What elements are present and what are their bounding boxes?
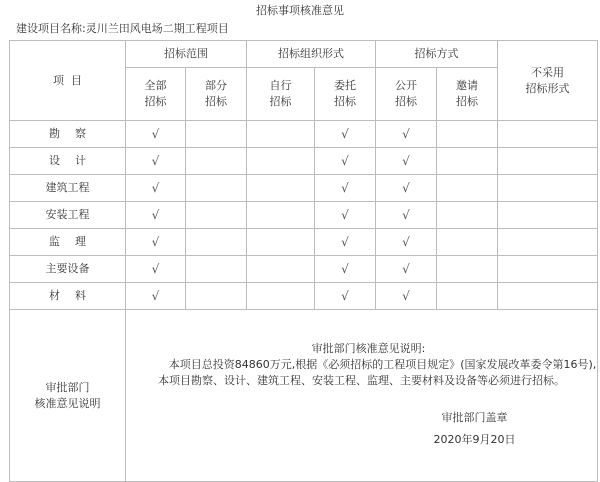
check-cell	[315, 229, 376, 256]
check-mark-icon: √	[341, 180, 349, 195]
item-name: 主要设备	[45, 262, 90, 275]
item-name: 材料	[49, 289, 101, 302]
check-cell	[437, 202, 498, 229]
check-cell	[126, 175, 186, 202]
check-cell	[126, 256, 186, 283]
check-mark-icon: √	[151, 288, 160, 303]
check-cell	[247, 175, 315, 202]
table-row	[10, 121, 598, 148]
subheader-cell	[186, 68, 247, 121]
item-name: 监理	[49, 235, 101, 248]
check-mark-icon: √	[341, 126, 349, 141]
table-row	[10, 148, 598, 175]
check-mark-icon: √	[402, 126, 410, 141]
check-cell	[498, 229, 598, 256]
item-name: 安装工程	[45, 208, 90, 221]
notes-label-cell	[10, 310, 126, 482]
check-mark-icon: √	[402, 180, 410, 195]
subheader-line: 招标	[334, 95, 356, 108]
notes-label-line-1: 审批部门	[45, 380, 90, 394]
check-cell	[376, 175, 437, 202]
subheader-line: 招标	[205, 95, 227, 108]
check-cell	[498, 121, 598, 148]
notes-row	[10, 310, 598, 482]
check-cell	[315, 202, 376, 229]
check-cell	[126, 148, 186, 175]
project-name-line	[16, 22, 229, 36]
table-row	[10, 175, 598, 202]
item-header-text: 项 目	[53, 73, 82, 87]
check-cell	[498, 283, 598, 310]
check-mark-icon: √	[151, 261, 160, 276]
approval-table	[9, 40, 598, 482]
subheader-line: 公开	[395, 79, 417, 92]
check-mark-icon: √	[341, 153, 349, 168]
project-name-value: 灵川兰田风电场二期工程项目	[85, 22, 229, 35]
notes-content-cell	[126, 310, 598, 482]
table-row	[10, 283, 598, 310]
item-name: 设计	[49, 154, 101, 167]
check-cell	[126, 283, 186, 310]
check-mark-icon: √	[402, 261, 410, 276]
subheader-line: 自行	[269, 79, 292, 92]
item-name-cell	[10, 202, 126, 229]
notes-seal-text: 审批部门盖章	[441, 410, 508, 424]
subheader-cell	[315, 68, 376, 121]
check-cell	[437, 121, 498, 148]
check-cell	[186, 283, 247, 310]
no-bid-header-cell	[498, 41, 598, 121]
check-mark-icon: √	[341, 207, 349, 222]
check-cell	[126, 202, 186, 229]
check-cell	[126, 229, 186, 256]
check-cell	[315, 175, 376, 202]
check-mark-icon: √	[341, 234, 349, 249]
notes-label-line-2: 核准意见说明	[34, 396, 101, 410]
no-bid-header-line-1: 不采用	[531, 65, 564, 79]
check-cell	[437, 256, 498, 283]
item-name-cell	[10, 148, 126, 175]
subheader-line: 委托	[334, 79, 356, 92]
check-cell	[186, 229, 247, 256]
subheader-line: 招标	[269, 95, 292, 108]
check-mark-icon: √	[151, 234, 160, 249]
subheader-line: 全部	[144, 79, 167, 92]
notes-date: 2020年9月20日	[433, 432, 516, 446]
check-cell	[498, 175, 598, 202]
subheader-cell	[437, 68, 498, 121]
check-cell	[186, 148, 247, 175]
check-mark-icon: √	[402, 234, 410, 249]
check-cell	[126, 121, 186, 148]
check-cell	[247, 121, 315, 148]
table-row	[10, 202, 598, 229]
check-cell	[437, 283, 498, 310]
check-cell	[315, 283, 376, 310]
check-cell	[315, 256, 376, 283]
check-mark-icon: √	[341, 261, 349, 276]
check-cell	[376, 121, 437, 148]
check-mark-icon: √	[341, 288, 349, 303]
check-mark-icon: √	[402, 288, 410, 303]
check-cell	[247, 283, 315, 310]
subheader-cell	[126, 68, 186, 121]
check-mark-icon: √	[402, 207, 410, 222]
item-name: 建筑工程	[45, 181, 90, 194]
table-row	[10, 256, 598, 283]
check-cell	[186, 175, 247, 202]
group-header-scope: 招标范围	[126, 41, 247, 68]
subheader-cell	[376, 68, 437, 121]
check-cell	[437, 229, 498, 256]
check-cell	[247, 256, 315, 283]
subheader-line: 邀请	[456, 79, 478, 92]
check-cell	[247, 229, 315, 256]
item-name-cell	[10, 175, 126, 202]
check-cell	[498, 202, 598, 229]
subheader-line: 招标	[395, 95, 417, 108]
check-mark-icon: √	[151, 153, 160, 168]
check-mark-icon: √	[402, 153, 410, 168]
subheader-cell	[247, 68, 315, 121]
subheader-line: 部分	[205, 79, 227, 92]
item-name-cell	[10, 283, 126, 310]
no-bid-header-line-2: 招标形式	[525, 81, 570, 95]
notes-heading: 审批部门核准意见说明:	[311, 341, 426, 355]
check-cell	[498, 148, 598, 175]
item-header-cell	[10, 41, 126, 121]
item-rows	[10, 121, 598, 310]
item-name-cell	[10, 121, 126, 148]
check-cell	[186, 202, 247, 229]
group-header-method: 招标方式	[376, 41, 498, 68]
item-name-cell	[10, 229, 126, 256]
item-name: 勘察	[49, 127, 101, 140]
document-title: 招标事项核准意见	[256, 4, 344, 17]
check-cell	[498, 256, 598, 283]
check-cell	[376, 229, 437, 256]
group-header-organization: 招标组织形式	[247, 41, 376, 68]
check-cell	[437, 148, 498, 175]
subheader-line: 招标	[456, 95, 478, 108]
check-cell	[186, 121, 247, 148]
subheader-line: 招标	[144, 95, 167, 108]
notes-body: 本项目总投资84860万元,根据《必须招标的工程项目规定》(国家发展改革委令第16号),本项目勘察、设计、建筑工程、安装工程、监理、主要材料及设备等必须进行招标。	[158, 357, 597, 387]
item-name-cell	[10, 256, 126, 283]
check-cell	[315, 121, 376, 148]
check-cell	[376, 202, 437, 229]
check-mark-icon: √	[151, 180, 160, 195]
header-row-groups	[10, 41, 598, 68]
check-cell	[376, 148, 437, 175]
check-cell	[376, 256, 437, 283]
check-cell	[376, 283, 437, 310]
check-cell	[315, 148, 376, 175]
check-cell	[437, 175, 498, 202]
check-cell	[247, 148, 315, 175]
check-cell	[186, 256, 247, 283]
project-name-label: 建设项目名称:	[16, 22, 86, 35]
check-cell	[247, 202, 315, 229]
check-mark-icon: √	[151, 207, 160, 222]
check-mark-icon: √	[151, 126, 160, 141]
table-row	[10, 229, 598, 256]
